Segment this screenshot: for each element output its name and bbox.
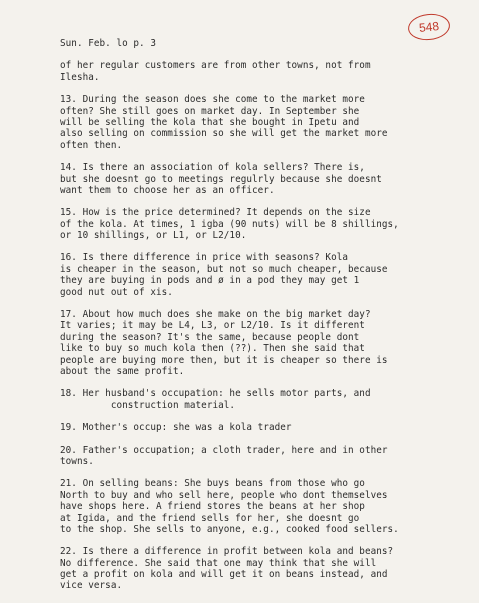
text-line: or 10 shillings, or L1, or L2/10. (60, 230, 247, 242)
text-line: 22. Is there a difference in profit between kola and beans? (60, 546, 394, 558)
text-line: to the shop. She sells to anyone, e.g., cooked food sellers. (60, 523, 399, 535)
text-line: No difference. She said that one may think that she will (60, 557, 377, 569)
text-line: people are buying more then, but it is cheaper so there is (60, 354, 388, 366)
text-line: at Igida, and the friend sells for her, she doesnt go (60, 512, 360, 524)
text-line: Ilesha. (60, 71, 100, 83)
text-line: 19. Mother's occup: she was a kola trader (60, 422, 292, 434)
text-line: also selling on commission so she will get the market more (60, 128, 388, 140)
text-line: 14. Is there an association of kola sellers? There is, (60, 162, 365, 174)
paragraph (60, 445, 470, 468)
text-line: It varies; it may be L4, L3, or L2/10. Is it different (60, 320, 365, 332)
page-number-stamp: 548 (407, 12, 451, 42)
text-line: get a profit on kola and will get it on beans instead, and (60, 569, 388, 581)
text-line: about the same profit. (60, 365, 185, 377)
text-line: 17. About how much does she make on the big market day? (60, 309, 371, 321)
text-line: towns. (60, 455, 94, 467)
text-line: is cheaper in the season, but not so much cheaper, because (60, 263, 388, 275)
paragraph-list (60, 60, 470, 591)
paragraph (60, 478, 470, 535)
text-line: 20. Father's occupation; a cloth trader, here and in other (60, 444, 388, 456)
paragraph (60, 546, 470, 592)
text-line: construction material. (60, 399, 236, 411)
page-header: Sun. Feb. lo p. 3 (60, 38, 157, 49)
text-line: North to buy and who sell here, people who dont themselves (60, 489, 388, 501)
paragraph (60, 422, 470, 433)
text-line: good nut out of xis. (60, 286, 173, 298)
text-line: they are buying in pods and ø in a pod they may get 1 (60, 275, 360, 287)
text-line: want them to choose her as an officer. (60, 184, 275, 196)
paragraph (60, 94, 470, 151)
typed-notes (60, 38, 470, 603)
paragraph (60, 388, 470, 411)
text-line: 21. On selling beans: She buys beans from those who go (60, 478, 365, 490)
paragraph (60, 207, 470, 241)
text-line: 18. Her husband's occupation: he sells motor parts, and (60, 388, 371, 400)
text-line: will be selling the kola that she bought in Ipetu and (60, 116, 360, 128)
text-line: of her regular customers are from other towns, not from (60, 60, 371, 72)
text-line: of the kola. At times, 1 igba (90 nuts) will be 8 shillings, (60, 218, 399, 230)
text-line: often? She still goes on market day. In September she (60, 105, 360, 117)
text-line: but she doesnt go to meetings regulrly because she doesnt (60, 173, 382, 185)
text-line: often then. (60, 139, 123, 151)
text-line: 16. Is there difference in price with seasons? Kola (60, 252, 349, 264)
text-line: like to buy so much kola then (??). Then she said that (60, 343, 365, 355)
paragraph (60, 162, 470, 196)
text-line: vice versa. (60, 580, 123, 592)
paragraph (60, 309, 470, 377)
text-line: have shops here. A friend stores the beans at her shop (60, 501, 365, 513)
paragraph (60, 60, 470, 83)
text-line: 15. How is the price determined? It depends on the size (60, 207, 371, 219)
text-line: during the season? It's the same, because people dont (60, 331, 360, 343)
paragraph (60, 252, 470, 298)
text-line: 13. During the season does she come to the market more (60, 94, 365, 106)
